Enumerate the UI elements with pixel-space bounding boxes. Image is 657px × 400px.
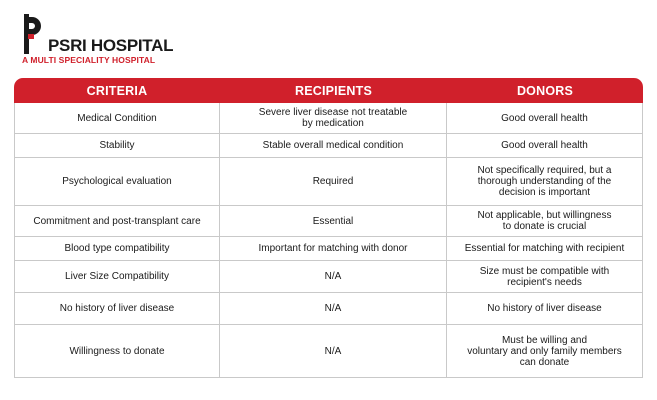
recipients-cell: N/A [220,325,447,378]
psri-logo-icon [22,14,44,54]
hospital-logo [22,14,222,64]
table-row [14,325,643,378]
recipients-cell: Required [220,158,447,206]
criteria-cell: Liver Size Compatibility [14,261,220,293]
criteria-cell: Medical Condition [14,103,220,134]
table-row [14,134,643,158]
criteria-cell: Psychological evaluation [14,158,220,206]
table-header-row [14,78,643,103]
donors-cell: Essential for matching with recipient [447,237,643,261]
donors-cell: Must be willing and voluntary and only family members can donate [447,325,643,378]
recipients-cell: Important for matching with donor [220,237,447,261]
criteria-cell: No history of liver disease [14,293,220,325]
recipients-cell: Essential [220,206,447,237]
recipients-cell: Severe liver disease not treatable by medication [220,103,447,134]
table-row [14,293,643,325]
hospital-tagline: A MULTI SPECIALITY HOSPITAL [22,55,156,65]
criteria-table [14,78,643,378]
table-row [14,261,643,293]
table-row [14,158,643,206]
donors-cell: Not applicable, but willingness to donate is crucial [447,206,643,237]
hospital-name: PSRI HOSPITAL [48,36,174,55]
criteria-cell: Blood type compatibility [14,237,220,261]
donors-cell: Good overall health [447,134,643,158]
criteria-cell: Willingness to donate [14,325,220,378]
header-recipients: RECIPIENTS [220,78,447,103]
header-criteria: CRITERIA [14,78,220,103]
recipients-cell: N/A [220,293,447,325]
table-row [14,237,643,261]
donors-cell: Not specifically required, but a thorough understanding of the decision is important [447,158,643,206]
table-row [14,103,643,134]
header-donors: DONORS [447,78,643,103]
recipients-cell: Stable overall medical condition [220,134,447,158]
table-row [14,206,643,237]
criteria-cell: Commitment and post-transplant care [14,206,220,237]
donors-cell: Size must be compatible with recipient's needs [447,261,643,293]
recipients-cell: N/A [220,261,447,293]
donors-cell: No history of liver disease [447,293,643,325]
criteria-cell: Stability [14,134,220,158]
donors-cell: Good overall health [447,103,643,134]
